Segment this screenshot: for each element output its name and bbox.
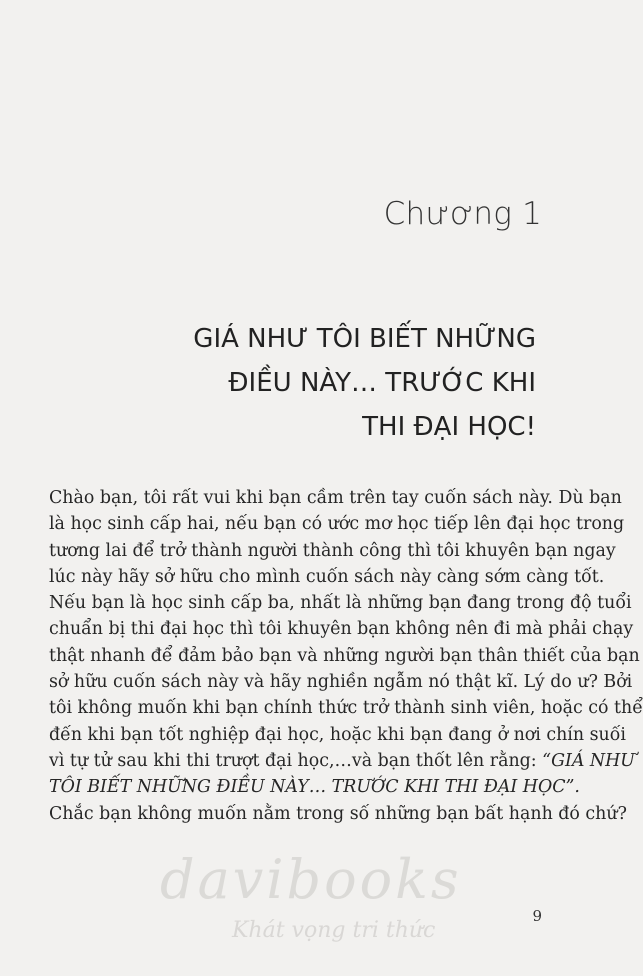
body-line: chuẩn bị thi đại học thì tôi khuyên bạn không nên đi mà phải chạy <box>49 619 634 640</box>
body-line: Nếu bạn là học sinh cấp ba, nhất là những bạn đang trong độ tuổi <box>49 593 632 614</box>
body-line: tương lai để trở thành người thành công thì tôi khuyên bạn ngay <box>49 540 616 561</box>
body-line: Chắc bạn không muốn nằm trong số những bạn bất hạnh đó chứ? <box>49 803 627 824</box>
body-line: tôi không muốn khi bạn chính thức trở thành sinh viên, hoặc có thể <box>49 698 643 719</box>
quote-text: “GIÁ NHƯ <box>542 750 635 771</box>
chapter-title <box>116 317 536 449</box>
body-line: sở hữu cuốn sách này và hãy nghiền ngẫm nó thật kĩ. Lý do ư? Bởi <box>49 672 633 693</box>
body-line: thật nhanh để đảm bảo bạn và những người bạn thân thiết của bạn <box>49 645 640 666</box>
body-line: Chào bạn, tôi rất vui khi bạn cầm trên tay cuốn sách này. Dù bạn <box>49 488 622 508</box>
body-line-text: vì tự tử sau khi thi trượt đại học,…và bạn thốt lên rằng: <box>49 750 537 771</box>
body-line: là học sinh cấp hai, nếu bạn có ước mơ học tiếp lên đại học trong <box>49 514 625 535</box>
title-line: THI ĐẠI HỌC! <box>362 412 536 442</box>
quote-text: TÔI BIẾT NHỮNG ĐIỀU NÀY… TRƯỚC KHI THI ĐẠI HỌC”. <box>49 777 580 798</box>
body-line <box>49 774 580 800</box>
title-line: GIÁ NHƯ TÔI BIẾT NHỮNG <box>193 324 536 354</box>
watermark-brand: davibooks <box>160 848 462 911</box>
page-number: 9 <box>532 907 542 925</box>
title-line: ĐIỀU NÀY… TRƯỚC KHI <box>228 368 536 398</box>
body-text <box>49 485 643 827</box>
body-line <box>49 748 635 774</box>
watermark-tagline: Khát vọng tri thức <box>232 918 436 943</box>
body-line: đến khi bạn tốt nghiệp đại học, hoặc khi bạn đang ở nơi chín suối <box>49 724 626 745</box>
chapter-heading: Chương 1 <box>383 196 542 232</box>
body-line: lúc này hãy sở hữu cho mình cuốn sách này càng sớm càng tốt. <box>49 566 605 587</box>
